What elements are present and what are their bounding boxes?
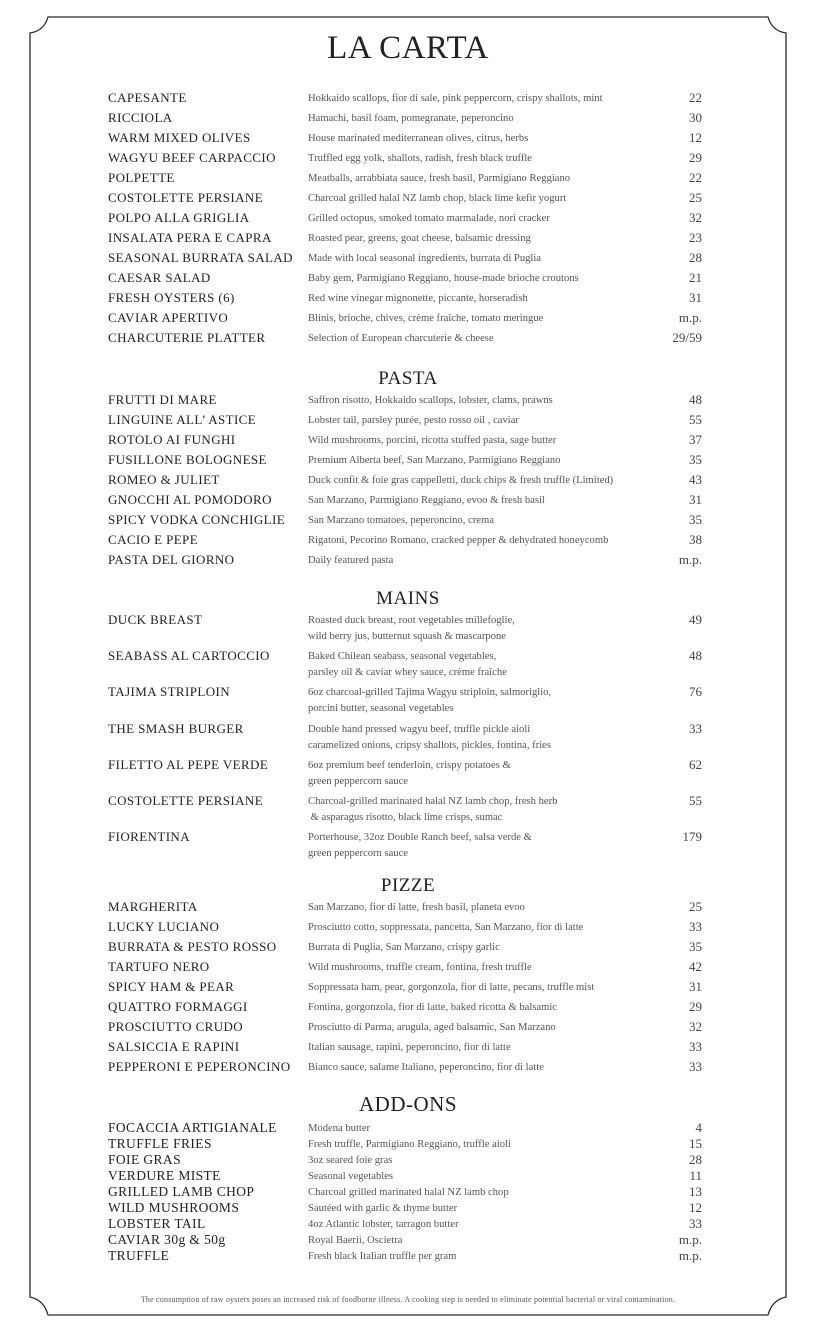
menu-item-name: CAESAR SALAD [108,270,211,285]
description-line: Meatballs, arrabbiata sauce, fresh basil, Parmigiano Reggiano [308,173,571,184]
menu-item-name: WARM MIXED OLIVES [108,130,251,145]
menu-item-description [308,980,594,996]
menu-item-name: VERDURE MISTE [108,1168,221,1183]
menu-item-description [308,111,514,127]
description-line: Duck confit & foie gras cappelletti, duck chips & fresh truffle (Limited) [308,475,614,486]
menu-item-name: ROTOLO AI FUNGHI [108,432,236,447]
menu-item-price: 28 [689,1152,702,1167]
menu-item-price: 30 [689,110,702,125]
description-line: Italian sausage, rapini, peperoncino, fior di latte [308,1042,511,1053]
description-line: Truffled egg yolk, shallots, radish, fresh black truffle [308,153,532,164]
description-line: 4oz Atlantic lobster, tarragon butter [308,1219,459,1230]
menu-item-name: FOCACCIA ARTIGIANALE [108,1120,277,1135]
description-line: Baked Chilean seabass, seasonal vegetables, [308,651,497,663]
menu-item-name: BURRATA & PESTO ROSSO [108,939,277,954]
description-line: wild berry jus, butternut squash & mascarpone [308,631,507,642]
menu-item-description [308,1233,402,1249]
menu-item-price: 42 [689,959,702,974]
menu-item-name: QUATTRO FORMAGGI [108,999,248,1014]
menu-item-description [308,413,519,429]
menu-item-name: PEPPERONI E PEPERONCINO [108,1059,291,1074]
description-line: parsley oil & caviar whey sauce, crème fraîche [308,667,507,679]
menu-item-name: SPICY HAM & PEAR [108,979,235,994]
menu-item-description [308,211,550,227]
menu-item-description [308,291,528,307]
menu-item-price: 12 [689,1200,702,1215]
menu-item-price: 29 [689,150,702,165]
description-line: Selection of European charcuterie & cheese [308,333,494,344]
description-line: Modena butter [308,1123,371,1134]
menu-item-price: 33 [689,1216,702,1231]
pizze-heading: PIZZE [380,875,436,896]
menu-item-name: FILETTO AL PEPE VERDE [108,756,269,772]
menu-item-description [308,1060,544,1076]
menu-item-name: POLPO ALLA GRIGLIA [108,210,250,225]
menu-item-description [308,794,557,826]
description-line: Charcoal-grilled marinated halal NZ lamb chop, fresh herb [308,796,558,807]
menu-item-description [308,311,543,327]
menu-item-price: 48 [689,648,702,664]
menu-item-name: LUCKY LUCIANO [108,919,220,934]
menu-item-price: 33 [689,919,702,934]
menu-title: LA CARTA [327,30,489,66]
menu-item-name: RICCIOLA [108,110,173,125]
description-line: Lobster tail, parsley purée, pesto rosso oil , caviar [308,415,519,426]
menu-item-price: m.p. [678,310,702,325]
menu-item-description [308,331,494,347]
menu-item-name: MARGHERITA [108,899,198,914]
menu-item-price: 25 [689,899,702,914]
menu-item-name: TRUFFLE [108,1248,170,1263]
menu-item-name: TRUFFLE FRIES [108,1136,212,1151]
menu-item-name: SEASONAL BURRATA SALAD [108,250,293,265]
description-line: San Marzano tomatoes, peperoncino, crema [308,515,494,526]
description-line: Bianco sauce, salame Italiano, peperoncino, fior di latte [308,1062,544,1073]
menu-item-price: 62 [689,756,702,772]
menu-item-name: DUCK BREAST [108,612,203,627]
menu-item-name: GNOCCHI AL POMODORO [108,492,272,507]
description-line: 6oz charcoal-grilled Tajima Wagyu striploin, salmoriglio, [308,687,552,699]
description-line: caramelized onions, cripsy shallots, pickles, fontina, fries [308,739,551,751]
menu-item-name: TAJIMA STRIPLOIN [108,684,231,700]
menu-item-price: 49 [689,612,702,627]
menu-item-name: COSTOLETTE PERSIANE [108,190,264,205]
menu-item-price: 35 [689,512,702,527]
description-line: Seasonal vegetables [308,1171,394,1182]
menu-item-description [308,473,613,489]
menu-item-name: INSALATA PERA E CAPRA [108,230,272,245]
menu-item-description [308,1040,511,1056]
description-line: 3oz seared foie gras [308,1155,393,1166]
menu-item-name: FOIE GRAS [108,1152,181,1167]
menu-item-description [308,1121,370,1137]
menu-item-description [308,1185,509,1201]
menu-item-description [308,685,551,717]
description-line: green peppercorn sauce [308,775,408,787]
menu-item-description [308,722,551,754]
menu-item-name: SPICY VODKA CONCHIGLIE [108,512,286,527]
menu-item-price: 22 [689,90,702,105]
description-line: House marinated mediterranean olives, citrus, herbs [308,133,529,144]
menu-item-name: WILD MUSHROOMS [108,1200,240,1215]
menu-item-price: m.p. [678,1232,702,1247]
description-line: Red wine vinegar mignonette, piccante, horseradish [308,293,528,304]
description-line: Premium Alberta beef, San Marzano, Parmigiano Reggiano [308,455,561,466]
description-line: San Marzano, fior di latte, fresh basil, planeta evoo [308,902,525,913]
menu-item-description [308,1169,393,1185]
menu-item-price: 37 [689,432,702,447]
menu-item-name: FRUTTI DI MARE [108,392,217,407]
menu-item-price: 179 [682,829,702,845]
menu-item-name: ROMEO & JULIET [108,472,220,487]
menu-item-description [308,493,545,509]
menu-item-description [308,960,532,976]
menu-item-name: POLPETTE [108,170,175,185]
menu-item-price: 25 [689,190,702,205]
menu-item-price: m.p. [678,552,702,567]
menu-item-price: 22 [689,170,702,185]
menu-item-price: 4 [695,1120,702,1135]
menu-item-price: 48 [689,392,702,407]
menu-item-price: 35 [689,452,702,467]
description-line: Fresh truffle, Parmigiano Reggiano, truffle aioli [308,1139,511,1150]
description-line: Burrata di Puglia, San Marzano, crispy garlic [308,942,500,953]
menu-item-name: LINGUINE ALL’ ASTICE [108,412,257,427]
menu-item-description [308,393,553,409]
description-line: Double hand pressed wagyu beef, truffle pickle aioli [308,723,531,735]
menu-item-name: CAPESANTE [108,90,187,105]
menu-item-name: GRILLED LAMB CHOP [108,1184,255,1199]
menu-item-price: 35 [689,939,702,954]
description-line: Saffron risotto, Hokkaido scallops, lobster, clams, prawns [308,395,553,406]
menu-item-name: THE SMASH BURGER [108,720,244,736]
description-line: porcini butter, seasonal vegetables [308,703,454,715]
menu-item-description [308,1020,556,1036]
menu-item-name: CHARCUTERIE PLATTER [108,330,266,345]
menu-item-price: 43 [689,472,702,487]
menu-item-price: 13 [689,1184,702,1199]
menu-item-description [308,1217,459,1233]
menu-item-price: 11 [689,1168,702,1183]
description-line: Wild mushrooms, truffle cream, fontina, fresh truffle [308,962,532,973]
pasta-heading: PASTA [378,368,438,389]
description-line: Made with local seasonal ingredients, burrata di Puglia [308,253,542,264]
description-line: Hamachi, basil foam, pomegranate, peperoncino [308,113,514,124]
description-line: Baby gem, Parmigiano Reggiano, house-made brioche croutons [308,273,579,284]
raw-food-disclaimer: The consumption of raw oysters poses an increased risk of foodborne illness. A cooking step is needed to eliminate potential bacterial or viral contamination. [140,1295,676,1304]
menu-item-name: CAVIAR 30g & 50g [108,1232,226,1247]
menu-item-description [308,613,515,645]
description-line: & asparagus risotto, black lime crisps, sumac [308,812,503,823]
menu-item-name: CACIO E PEPE [108,532,199,547]
menu-item-name: PROSCIUTTO CRUDO [108,1019,244,1034]
description-line: Porterhouse, 32oz Double Ranch beef, salsa verde & [308,832,532,844]
menu-item-price: 55 [689,412,702,427]
description-line: Fontina, gorgonzola, fior di latte, baked ricotta & balsamic [308,1002,557,1013]
description-line: Charcoal grilled halal NZ lamb chop, black lime kefir yogurt [308,193,567,204]
menu-item-description [308,513,494,529]
menu-item-price: 31 [689,492,702,507]
menu-item-price: 23 [689,230,702,245]
menu-item-name: FIORENTINA [108,829,190,845]
menu-item-description [308,830,532,862]
menu-item-name: WAGYU BEEF CARPACCIO [108,150,276,165]
menu-item-name: LOBSTER TAIL [108,1216,206,1231]
menu-item-price: 32 [689,210,702,225]
menu-item-description [308,271,579,287]
menu-item-price: 12 [689,130,702,145]
description-line: Daily featured pasta [308,555,394,566]
menu-item-price: 28 [689,250,702,265]
menu-item-name: FRESH OYSTERS (6) [108,290,235,305]
menu-item-name: SEABASS AL CARTOCCIO [108,648,270,664]
menu-item-description [308,1153,392,1169]
menu-item-price: 38 [689,532,702,547]
description-line: Grilled octopus, smoked tomato marmalade, nori cracker [308,213,550,224]
description-line: Blinis, brioche, chives, crème fraîche, tomato meringue [308,313,544,324]
menu-item-description [308,191,566,207]
menu-item-price: 31 [689,979,702,994]
menu-item-description [308,251,541,267]
menu-item-price: 32 [689,1019,702,1034]
menu-item-description [308,533,608,549]
menu-item-name: PASTA DEL GIORNO [108,552,235,567]
description-line: Royal Baerii, Oscietra [308,1235,403,1246]
menu-item-description [308,940,500,956]
menu-item-price: m.p. [678,1248,702,1263]
description-line: Hokkaido scallops, fior di sale, pink peppercorn, crispy shallots, mint [308,93,603,104]
menu-item-description [308,1249,456,1265]
menu-item-description [308,1201,457,1217]
menu-item-price: 29 [689,999,702,1014]
menu-item-description [308,433,556,449]
menu-item-price: 33 [689,720,702,736]
menu-item-description [308,231,531,247]
description-line: Prosciutto cotto, soppressata, pancetta, San Marzano, fior di latte [308,922,584,933]
description-line: Prosciutto di Parma, arugula, aged balsamic, San Marzano [308,1022,556,1033]
menu-item-description [308,1137,511,1153]
menu-item-price: 33 [689,1039,702,1054]
menu-item-description [308,920,583,936]
description-line: San Marzano, Parmigiano Reggiano, evoo & fresh basil [308,495,545,506]
menu-item-description [308,131,528,147]
description-line: 6oz premium beef tenderloin, crispy potatoes & [308,759,511,771]
description-line: Roasted duck breast, root vegetables millefoglie, [308,615,515,626]
menu-item-price: 15 [689,1136,702,1151]
menu-item-name: CAVIAR APERTIVO [108,310,229,325]
menu-item-name: FUSILLONE BOLOGNESE [108,452,267,467]
menu-item-price: 76 [689,684,702,700]
menu-item-price: 33 [689,1059,702,1074]
menu-item-description [308,171,570,187]
menu-item-name: TARTUFO NERO [108,959,210,974]
description-line: Rigatoni, Pecorino Romano, cracked pepper & dehydrated honeycomb [308,535,609,546]
menu-item-price: 31 [689,290,702,305]
menu-item-description [308,553,393,569]
menu-item-description [308,900,525,916]
menu-item-description [308,1000,557,1016]
description-line: Wild mushrooms, porcini, ricotta stuffed pasta, sage butter [308,435,557,446]
menu-item-description [308,453,560,469]
mains-heading: MAINS [376,588,440,609]
menu-item-price: 29/59 [672,330,702,345]
addons-heading: ADD-ONS [359,1092,457,1116]
menu-item-price: 55 [689,793,702,808]
menu-item-name: COSTOLETTE PERSIANE [108,793,264,808]
description-line: green peppercorn sauce [308,848,408,860]
menu-item-description [308,151,532,167]
description-line: Soppressata ham, pear, gorgonzola, fior di latte, pecans, truffle mist [308,982,595,993]
menu-item-description [308,649,507,681]
menu-item-price: 21 [689,270,702,285]
description-line: Roasted pear, greens, goat cheese, balsamic dressing [308,233,531,244]
menu-item-description [308,91,603,107]
description-line: Sautéed with garlic & thyme butter [308,1203,458,1214]
menu-item-description [308,758,511,790]
description-line: Fresh black Italian truffle per gram [308,1251,457,1262]
description-line: Charcoal grilled marinated halal NZ lamb chop [308,1187,509,1198]
menu-item-name: SALSICCIA E RAPINI [108,1039,240,1054]
